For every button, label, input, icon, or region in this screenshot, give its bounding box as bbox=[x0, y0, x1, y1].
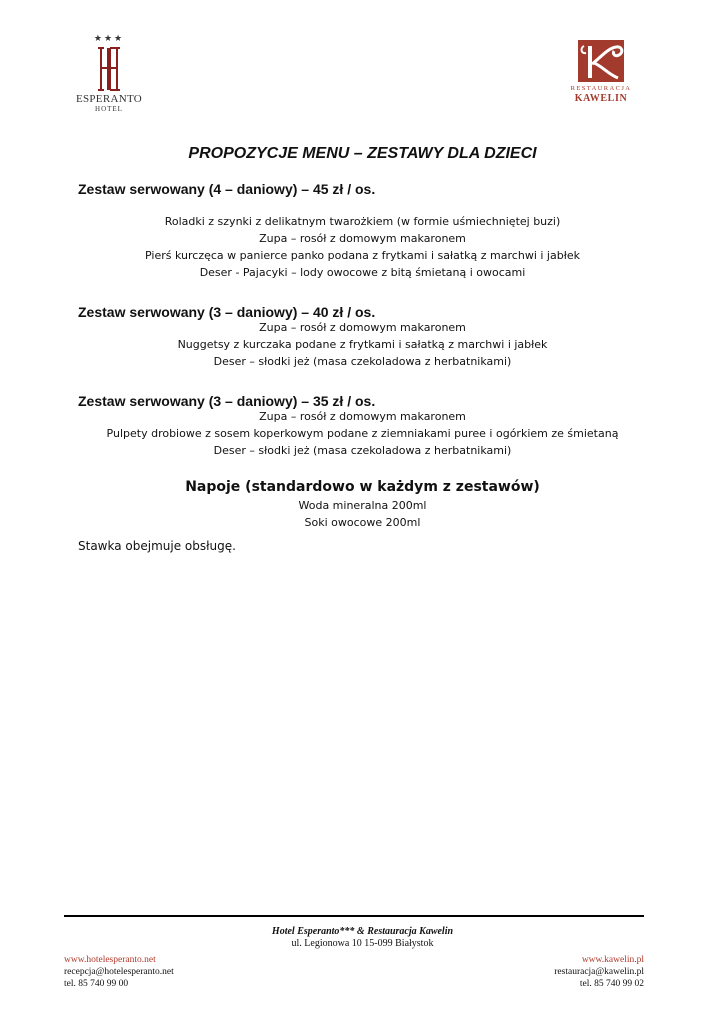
hotel-stars: ★★★ bbox=[93, 34, 125, 44]
menu-item: Pierś kurczęca w panierce panko podana z frytkami i sałatką z marchwi i jabłek bbox=[145, 249, 580, 262]
footer-divider bbox=[64, 915, 644, 917]
restauracja-kawelin-logo bbox=[563, 38, 639, 104]
footer-hotel-contact bbox=[64, 954, 174, 990]
restaurant-email-link[interactable]: restauracja@kawelin.pl bbox=[554, 967, 644, 977]
hotel-website-link[interactable]: www.hotelesperanto.net bbox=[64, 955, 156, 965]
menu-item: Zupa – rosół z domowym makaronem bbox=[259, 232, 466, 245]
service-included-note: Stawka obejmuje obsługę. bbox=[78, 539, 236, 553]
menu-item: Zupa – rosół z domowym makaronem bbox=[259, 410, 466, 423]
hotel-esperanto-logo bbox=[70, 34, 148, 113]
footer-address: ul. Legionowa 10 15-099 Białystok bbox=[291, 938, 434, 949]
drinks-heading: Napoje (standardowo w każdym z zestawów) bbox=[185, 479, 540, 495]
restaurant-name: KAWELIN bbox=[574, 93, 628, 104]
restaurant-website-link[interactable]: www.kawelin.pl bbox=[581, 955, 644, 965]
footer-address-block bbox=[0, 926, 725, 950]
restaurant-word: RESTAURACJA bbox=[570, 85, 632, 92]
hotel-name: ESPERANTO bbox=[75, 93, 143, 105]
menu-item: Nuggetsy z kurczaka podane z frytkami i sałatką z marchwi i jabłek bbox=[177, 338, 548, 351]
restaurant-phone: tel. 85 740 99 02 bbox=[579, 979, 644, 989]
drinks-items bbox=[0, 497, 725, 531]
hotel-email-link[interactable]: recepcja@hotelesperanto.net bbox=[64, 967, 174, 977]
menu-item: Deser – słodki jeż (masa czekoladowa z herbatnikami) bbox=[213, 355, 512, 368]
menu-item: Deser - Pajacyki – lody owocowe z bitą śmietaną i owocami bbox=[199, 266, 526, 279]
set-items-3-course-40 bbox=[0, 319, 725, 370]
set-items-3-course-35 bbox=[0, 408, 725, 459]
menu-item: Zupa – rosół z domowym makaronem bbox=[259, 321, 466, 334]
drink-item: Soki owocowe 200ml bbox=[304, 516, 421, 529]
menu-item: Pulpety drobiowe z sosem koperkowym podane z ziemniakami puree i ogórkiem ze śmietaną bbox=[106, 427, 619, 440]
set-heading-3-course-40: Zestaw serwowany (3 – daniowy) – 40 zł / os. bbox=[78, 304, 376, 320]
menu-item: Roladki z szynki z delikatnym twarożkiem (w formie uśmiechniętej buzi) bbox=[164, 215, 561, 228]
menu-item: Deser – słodki jeż (masa czekoladowa z herbatnikami) bbox=[213, 444, 512, 457]
page-title: PROPOZYCJE MENU – ZESTAWY DLA DZIECI bbox=[188, 145, 537, 162]
set-heading-3-course-35: Zestaw serwowany (3 – daniowy) – 35 zł / os. bbox=[78, 393, 376, 409]
footer-restaurant-contact bbox=[554, 954, 644, 990]
set-items-4-course-45 bbox=[0, 213, 725, 281]
he-monogram-icon bbox=[94, 46, 124, 92]
drink-item: Woda mineralna 200ml bbox=[298, 499, 427, 512]
set-heading-4-course-45: Zestaw serwowany (4 – daniowy) – 45 zł / os. bbox=[78, 181, 376, 197]
hotel-word: HOTEL bbox=[95, 105, 123, 113]
hotel-phone: tel. 85 740 99 00 bbox=[64, 979, 129, 989]
k-monogram-icon bbox=[570, 38, 632, 84]
footer-company-name: Hotel Esperanto*** & Restauracja Kawelin bbox=[271, 926, 454, 937]
